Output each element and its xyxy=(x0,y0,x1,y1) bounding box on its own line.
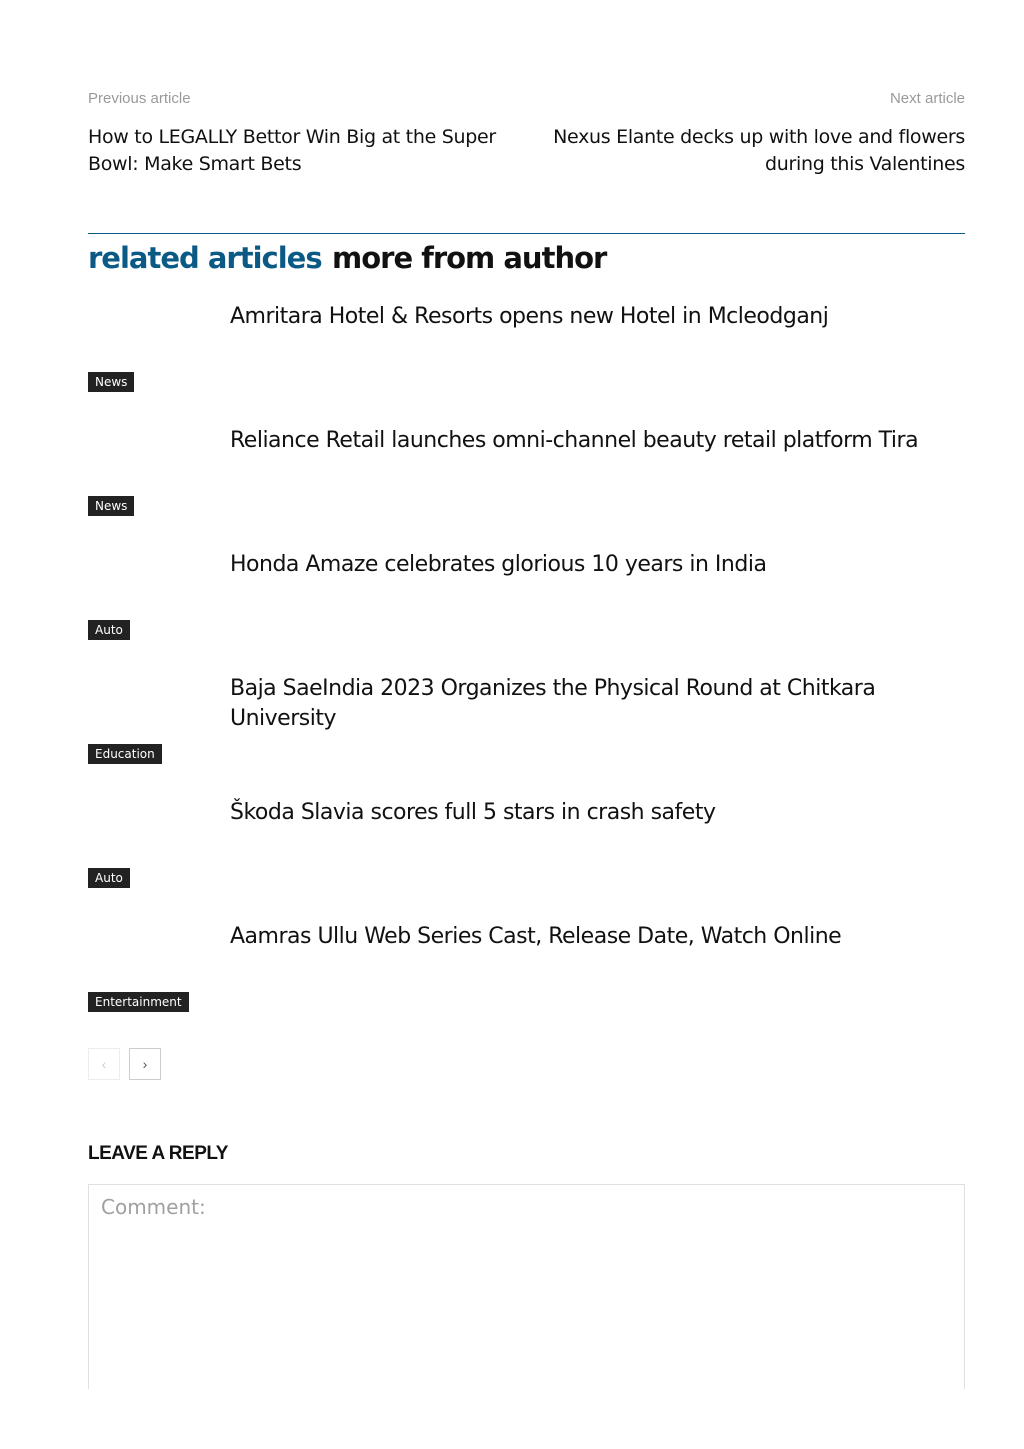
list-item xyxy=(88,916,965,1040)
leave-reply-heading: LEAVE A REPLY xyxy=(88,1143,228,1164)
list-item xyxy=(88,420,965,544)
chevron-left-icon[interactable]: ‹ xyxy=(88,1048,120,1080)
list-item xyxy=(88,544,965,668)
list-item xyxy=(88,792,965,916)
list-item xyxy=(88,668,965,792)
next-article xyxy=(545,90,965,178)
article-title-link[interactable]: Baja SaeIndia 2023 Organizes the Physical Round at Chitkara University xyxy=(230,676,876,731)
article-title-link[interactable]: Honda Amaze celebrates glorious 10 years in India xyxy=(230,552,767,577)
article-title-link[interactable]: Reliance Retail launches omni-channel beauty retail platform Tira xyxy=(230,428,919,453)
article-title-link[interactable]: Amritara Hotel & Resorts opens new Hotel in Mcleodganj xyxy=(230,304,829,329)
category-badge[interactable]: Education xyxy=(88,744,162,764)
comment-textarea[interactable] xyxy=(88,1184,965,1389)
list-item xyxy=(88,296,965,420)
previous-article-link[interactable]: How to LEGALLY Bettor Win Big at the Super Bowl: Make Smart Bets xyxy=(88,126,496,175)
chevron-right-icon[interactable]: › xyxy=(129,1048,161,1080)
article-title-link[interactable]: Aamras Ullu Web Series Cast, Release Date, Watch Online xyxy=(230,924,842,949)
next-article-label: Next article xyxy=(889,90,965,107)
previous-article xyxy=(88,90,508,178)
category-badge[interactable]: Auto xyxy=(88,620,130,640)
post-navigation xyxy=(88,90,965,190)
category-badge[interactable]: Entertainment xyxy=(88,992,189,1012)
category-badge[interactable]: Auto xyxy=(88,868,130,888)
article-title-link[interactable]: Škoda Slavia scores full 5 stars in crash safety xyxy=(230,800,716,825)
category-badge[interactable]: News xyxy=(88,372,134,392)
related-articles-list xyxy=(88,296,965,1040)
tab-more-from-author[interactable]: more from author xyxy=(332,241,607,275)
tab-related-articles[interactable]: related articles xyxy=(88,241,322,275)
next-article-link[interactable]: Nexus Elante decks up with love and flowers during this Valentines xyxy=(553,126,965,175)
category-badge[interactable]: News xyxy=(88,496,134,516)
previous-article-label: Previous article xyxy=(88,90,191,107)
related-block-header xyxy=(88,233,965,283)
